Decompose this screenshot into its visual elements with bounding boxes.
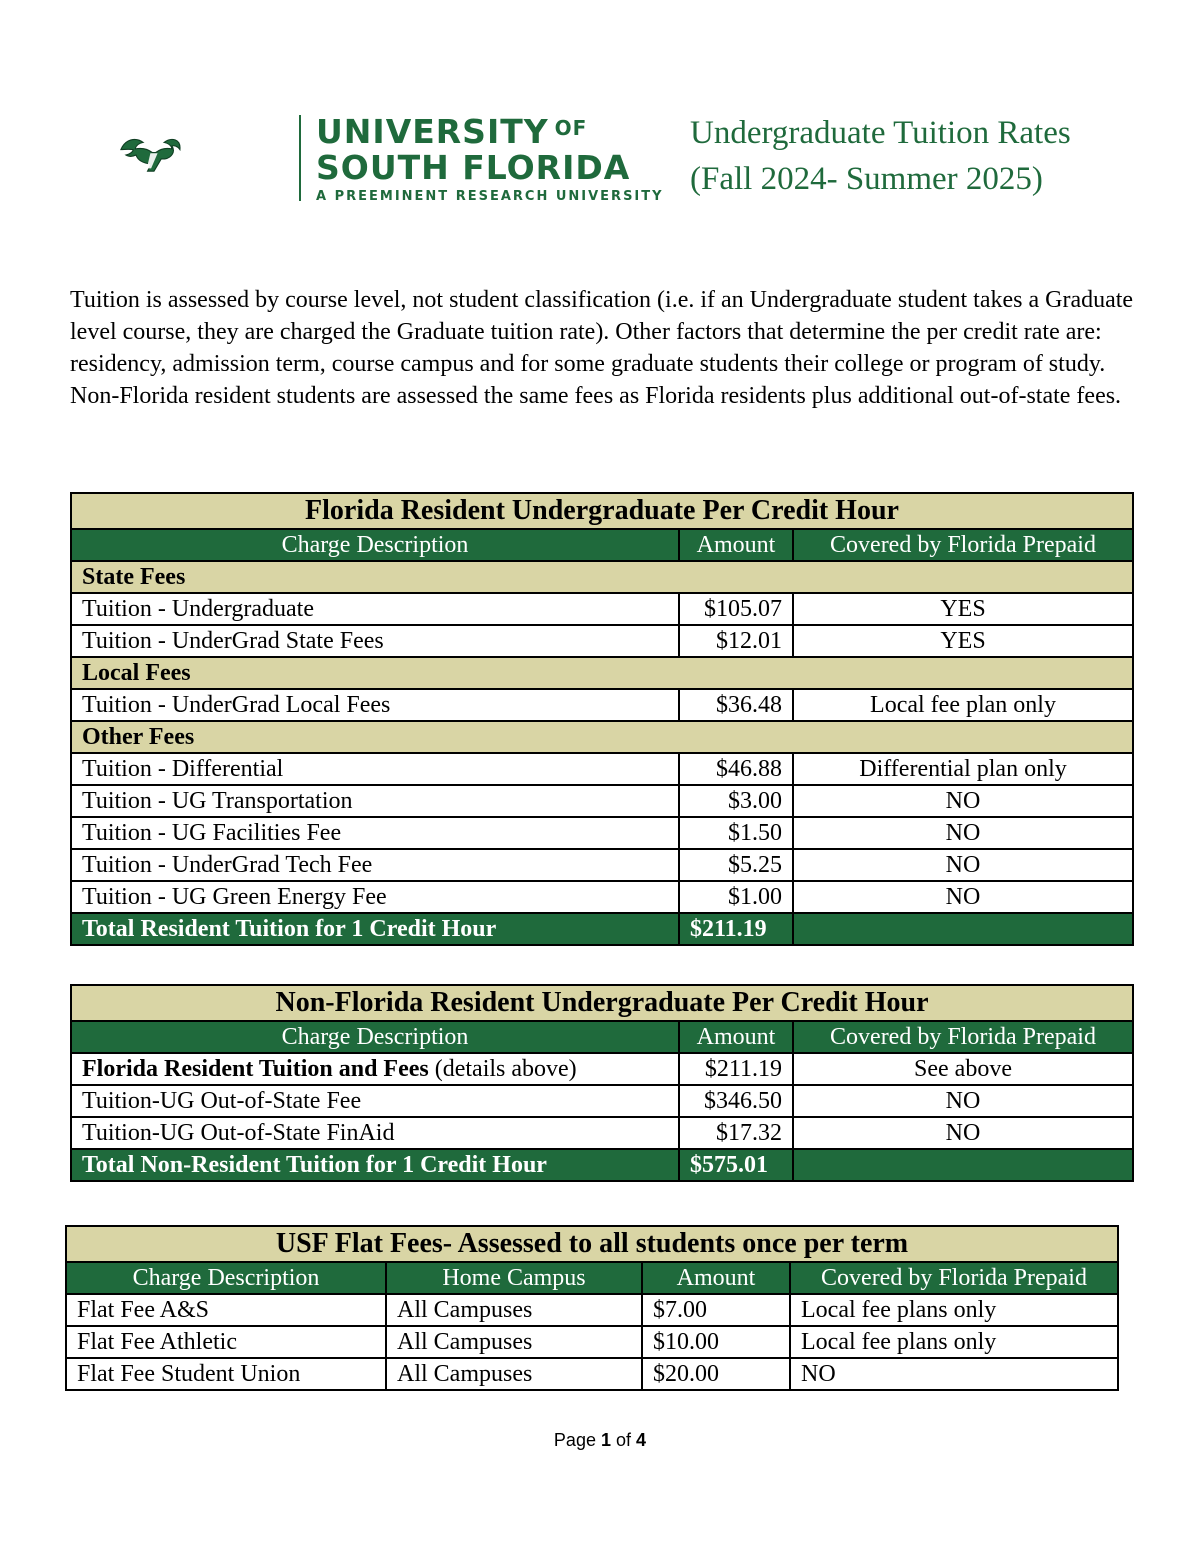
col-header: Charge Description [66,1262,386,1294]
logo-line1: UNIVERSITY [316,112,549,151]
covered: See above [793,1053,1133,1085]
amount: $3.00 [679,785,793,817]
total-label: Total Resident Tuition for 1 Credit Hour [71,913,679,945]
home-campus: All Campuses [386,1326,642,1358]
amount: $211.19 [679,1053,793,1085]
page-title [690,110,1071,202]
table-row [71,753,1133,785]
table-row [71,785,1133,817]
amount: $17.32 [679,1117,793,1149]
logo-line2: SOUTH FLORIDA [316,148,631,187]
total-row [71,913,1133,945]
total-amount: $211.19 [679,913,793,945]
resident-table-title: Florida Resident Undergraduate Per Credit Hour [71,493,1133,529]
section-header: Other Fees [71,721,1133,753]
nonresident-tuition-table [70,984,1134,1182]
table-row [71,1053,1133,1085]
charge-description: Tuition - UG Transportation [71,785,679,817]
covered: NO [793,785,1133,817]
logo-divider [299,115,301,201]
total-row [71,1149,1133,1181]
table-row [71,1117,1133,1149]
charge-description: Tuition - Differential [71,753,679,785]
charge-description: Tuition-UG Out-of-State Fee [71,1085,679,1117]
covered: YES [793,593,1133,625]
logo-tagline: A PREEMINENT RESEARCH UNIVERSITY [316,189,664,204]
table-row [66,1294,1118,1326]
covered: Local fee plans only [790,1326,1118,1358]
amount: $1.00 [679,881,793,913]
table-row [66,1326,1118,1358]
table-row [71,1085,1133,1117]
covered: NO [793,881,1133,913]
charge-description: Flat Fee A&S [66,1294,386,1326]
flat-fees-table [65,1225,1119,1391]
charge-description: Tuition - UnderGrad Tech Fee [71,849,679,881]
total-label: Total Non-Resident Tuition for 1 Credit Hour [71,1149,679,1181]
covered: NO [793,1085,1133,1117]
covered: NO [793,817,1133,849]
amount: $105.07 [679,593,793,625]
covered: YES [793,625,1133,657]
amount: $20.00 [642,1358,790,1390]
table-row [66,1358,1118,1390]
amount: $46.88 [679,753,793,785]
col-header: Covered by Florida Prepaid [793,1021,1133,1053]
charge-description: Tuition - UnderGrad State Fees [71,625,679,657]
footer-of: of [616,1430,632,1450]
covered: NO [793,1117,1133,1149]
row-note: (details above) [428,1055,577,1082]
col-header: Amount [679,1021,793,1053]
row-bold-text: Florida Resident Tuition and Fees [82,1055,429,1082]
table-row [71,625,1133,657]
title-line2: (Fall 2024- Summer 2025) [690,161,1043,197]
charge-description: Tuition - UnderGrad Local Fees [71,689,679,721]
resident-tuition-table [70,492,1134,946]
home-campus: All Campuses [386,1358,642,1390]
footer-total-pages: 4 [636,1430,647,1450]
logo-of: OF [554,116,588,140]
amount: $36.48 [679,689,793,721]
table-row [71,593,1133,625]
footer-current-page: 1 [600,1430,611,1450]
charge-description: Tuition-UG Out-of-State FinAid [71,1117,679,1149]
intro-paragraph: Tuition is assessed by course level, not student classification (i.e. if an Undergraduate student takes a Graduate level course, they are charged the Graduate tuition rate). Other factors that determine the per credit rate are: residency, admission term, course campus and for some graduate students their college or program of study. Non-Florida resident students are assessed the same fees as Florida residents plus additional out-of-state fees. [70,287,1134,409]
total-empty [793,1149,1133,1181]
covered: NO [790,1358,1118,1390]
col-header: Covered by Florida Prepaid [793,529,1133,561]
charge-description: Tuition - UG Facilities Fee [71,817,679,849]
covered: Local fee plans only [790,1294,1118,1326]
table-row [71,817,1133,849]
table-row [71,689,1133,721]
col-header: Charge Description [71,529,679,561]
col-header: Covered by Florida Prepaid [790,1262,1118,1294]
covered: NO [793,849,1133,881]
footer-page-label: Page [553,1430,596,1450]
col-header: Home Campus [386,1262,642,1294]
amount: $1.50 [679,817,793,849]
page-footer [0,1430,1200,1451]
table-row [71,881,1133,913]
total-amount: $575.01 [679,1149,793,1181]
charge-description: Flat Fee Athletic [66,1326,386,1358]
charge-description: Tuition - UG Green Energy Fee [71,881,679,913]
amount: $346.50 [679,1085,793,1117]
home-campus: All Campuses [386,1294,642,1326]
charge-description [71,1053,679,1085]
table-row [71,849,1133,881]
amount: $5.25 [679,849,793,881]
title-line1: Undergraduate Tuition Rates [690,115,1071,151]
amount: $12.01 [679,625,793,657]
flat-table-title: USF Flat Fees- Assessed to all students once per term [66,1226,1118,1262]
covered: Differential plan only [793,753,1133,785]
col-header: Charge Description [71,1021,679,1053]
nonresident-table-title: Non-Florida Resident Undergraduate Per Credit Hour [71,985,1133,1021]
amount: $7.00 [642,1294,790,1326]
section-header: Local Fees [71,657,1133,689]
total-empty [793,913,1133,945]
covered: Local fee plan only [793,689,1133,721]
col-header: Amount [642,1262,790,1294]
usf-bull-logo [118,100,298,210]
charge-description: Tuition - Undergraduate [71,593,679,625]
charge-description: Flat Fee Student Union [66,1358,386,1390]
section-header: State Fees [71,561,1133,593]
amount: $10.00 [642,1326,790,1358]
col-header: Amount [679,529,793,561]
